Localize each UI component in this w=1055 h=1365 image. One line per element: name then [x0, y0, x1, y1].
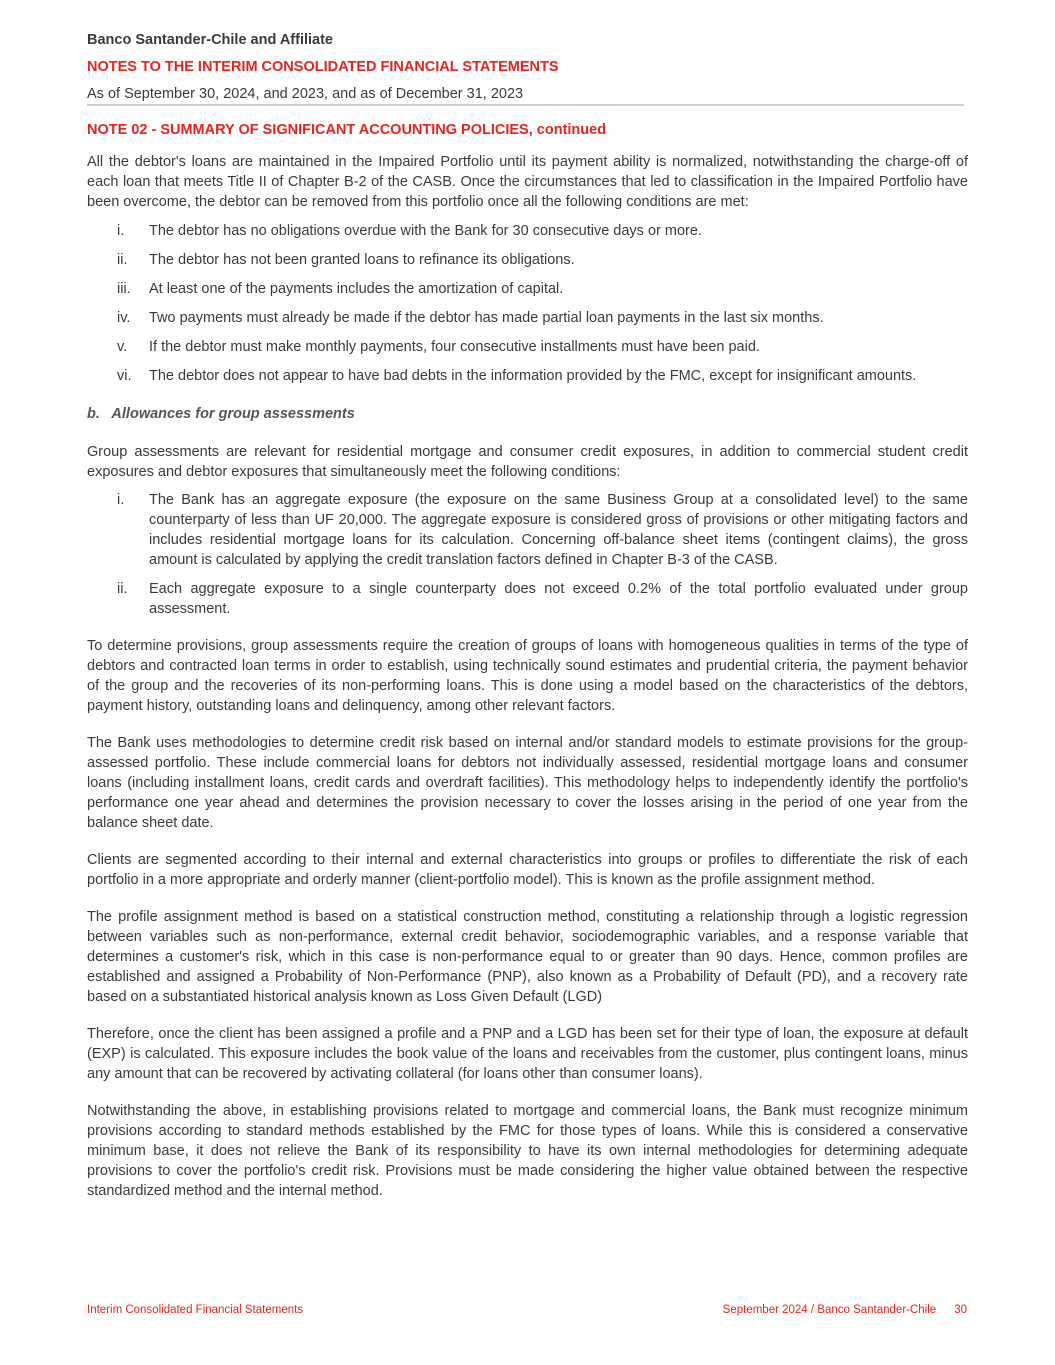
body-paragraph: Notwithstanding the above, in establishing provisions related to mortgage and commercial loans, the Bank must recognize minimum provisions according to standard methods established by the FMC for those types of loans. While this is considered a conservative minimum base, it does not relieve the Bank of its responsibility to have its own internal methodologies for determining adequate provisions to cover the portfolio's credit risk. Provisions must be made considering the higher value obtained between the respective standardized method and the internal method.	[87, 1103, 968, 1199]
notes-title: NOTES TO THE INTERIM CONSOLIDATED FINANCIAL STATEMENTS	[87, 59, 559, 75]
body-paragraph: The profile assignment method is based on a statistical construction method, constituting a relationship through a logistic regression between variables such as non-performance, external credit behavior, sociodemographic variables, and a response variable that determines a customer's risk, which in this case is non-performance equal to or greater than 90 days. Hence, common profiles are established and assigned a Probability of Non-Performance (PNP), also known as a Probability of Default (PD), and a recovery rate based on a substantiated historical analysis known as Loss Given Default (LGD)	[87, 909, 968, 1005]
impaired-exit-conditions-list	[87, 221, 968, 386]
footer-publication: September 2024 / Banco Santander-Chile	[722, 1304, 937, 1316]
list-item: i. The debtor has no obligations overdue with the Bank for 30 consecutive days or more.	[117, 223, 702, 239]
page-header	[87, 30, 965, 104]
list-item: vi. The debtor does not appear to have bad debts in the information provided by the FMC, except for insignificant amounts.	[117, 368, 917, 384]
footer-left: Interim Consolidated Financial Statements	[87, 1304, 304, 1316]
body-paragraph: Clients are segmented according to their internal and external characteristics into groups or profiles to differentiate the risk of each portfolio in a more appropriate and orderly manner (client-portfolio model). This is known as the profile assignment method.	[87, 852, 968, 888]
note-heading: NOTE 02 - SUMMARY OF SIGNIFICANT ACCOUNTING POLICIES, continued	[87, 122, 607, 138]
list-item: ii. The debtor has not been granted loans to refinance its obligations.	[117, 252, 575, 268]
section-b-heading: b. Allowances for group assessments	[87, 406, 355, 422]
body-paragraph: The Bank uses methodologies to determine credit risk based on internal and/or standard models to estimate provisions for the group-assessed portfolio. These include commercial loans for debtors not individually assessed, residential mortgage loans and consumer loans (including installment loans, credit cards and overdraft facilities). This methodology helps to independently identify the portfolio's performance one year ahead and determines the provision necessary to cover the losses arising in the period of one year from the balance sheet date.	[87, 735, 968, 831]
company-name: Banco Santander-Chile and Affiliate	[87, 32, 333, 48]
body-paragraph: Therefore, once the client has been assigned a profile and a PNP and a LGD has been set for their type of loan, the exposure at default (EXP) is calculated. This exposure includes the book value of the loans and receivables from the customer, plus contingent loans, minus any amount that can be recovered by activating collateral (for loans other than consumer loans).	[87, 1026, 968, 1082]
footer-right	[723, 1302, 967, 1318]
group-conditions-list	[87, 490, 968, 619]
list-item: v. If the debtor must make monthly payments, four consecutive installments must have been paid.	[117, 339, 760, 355]
list-item: iv. Two payments must already be made if the debtor has made partial loan payments in the last six months.	[117, 310, 824, 326]
page-number: 30	[954, 1304, 967, 1316]
list-item: ii. Each aggregate exposure to a single counterparty does not exceed 0.2% of the total portfolio evaluated under group assessment.	[117, 581, 968, 617]
as-of-date: As of September 30, 2024, and 2023, and as of December 31, 2023	[87, 86, 524, 102]
document-body	[87, 120, 968, 1201]
intro-paragraph: All the debtor's loans are maintained in the Impaired Portfolio until its payment ability is normalized, notwithstanding the charge-off of each loan that meets Title II of Chapter B-2 of the CASB. Once the circumstances that led to classification in the Impaired Portfolio have been overcome, the debtor can be removed from this portfolio once all the following conditions are met:	[87, 154, 968, 210]
group-paragraph: Group assessments are relevant for residential mortgage and consumer credit exposures, in addition to commercial student credit exposures and debtor exposures that simultaneously meet the following conditions:	[87, 444, 968, 480]
list-item: iii. At least one of the payments includes the amortization of capital.	[117, 281, 564, 297]
header-divider	[87, 104, 964, 106]
body-paragraph: To determine provisions, group assessments require the creation of groups of loans with homogeneous qualities in terms of the type of debtors and contracted loan terms in order to establish, using technically sound estimates and prudential criteria, the payment behavior of the group and the recoveries of its non-performing loans. This is done using a model based on the characteristics of the debtors, payment history, outstanding loans and delinquency, among other relevant factors.	[87, 638, 968, 714]
list-item: i. The Bank has an aggregate exposure (the exposure on the same Business Group at a consolidated level) to the same counterparty of less than UF 20,000. The aggregate exposure is considered gross of provisions or other mitigating factors and includes residential mortgage loans for its calculation. Concerning off-balance sheet items (contingent claims), the gross amount is calculated by applying the credit translation factors defined in Chapter B-3 of the CASB.	[117, 492, 968, 568]
